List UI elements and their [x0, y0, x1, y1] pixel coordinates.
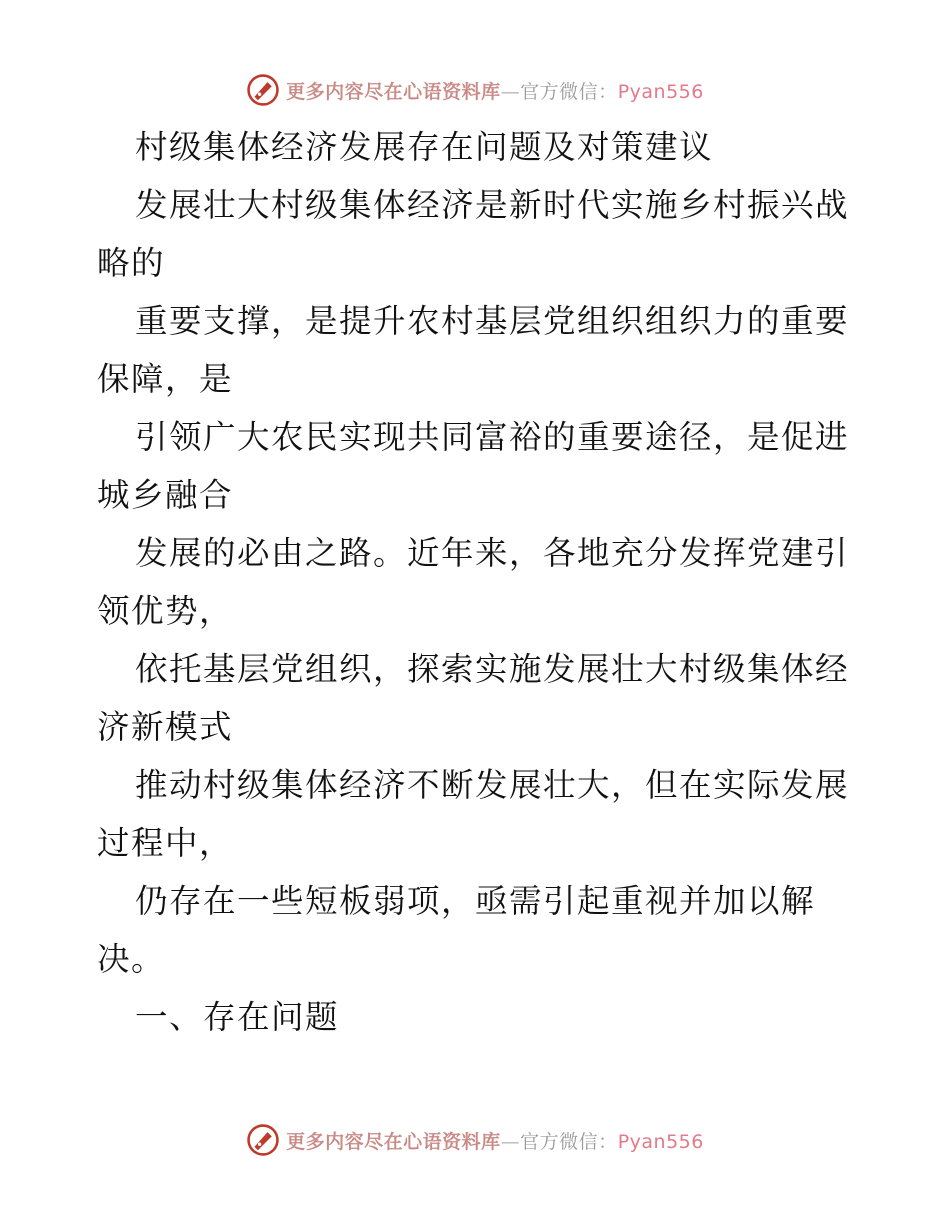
banner-separator: — — [500, 1130, 521, 1153]
header-banner — [0, 70, 950, 110]
banner-main-text: 更多内容尽在心语资料库 — [286, 1130, 501, 1153]
paragraph-line: 仍存在一些短板弱项，亟需引起重视并加以解 — [135, 882, 816, 920]
section-heading: 一、存在问题 — [135, 998, 340, 1036]
document-title: 村级集体经济发展存在问题及对策建议 — [135, 128, 714, 166]
banner-wechat-label: 官方微信： — [520, 80, 618, 103]
banner-wechat-id: Pyan556 — [617, 80, 704, 103]
banner-text — [286, 77, 704, 104]
pen-nib-logo-icon — [246, 1123, 280, 1157]
banner-wechat-id: Pyan556 — [617, 1130, 704, 1153]
paragraph-line: 依托基层党组织，探索实施发展壮大村级集体经 — [135, 650, 850, 688]
pen-nib-logo-icon — [246, 73, 280, 107]
banner-text — [286, 1127, 704, 1154]
banner-wechat-label: 官方微信： — [520, 1130, 618, 1153]
paragraph-line: 济新模式 — [97, 708, 234, 746]
paragraph-line: 领优势， — [97, 592, 234, 630]
document-body — [97, 118, 857, 1046]
banner-separator: — — [500, 80, 521, 103]
paragraph-line: 保障，是 — [97, 360, 234, 398]
paragraph-line: 发展的必由之路。近年来，各地充分发挥党建引 — [135, 534, 850, 572]
paragraph-line: 决。 — [97, 940, 166, 978]
paragraph-line: 引领广大农民实现共同富裕的重要途径，是促进 — [135, 418, 850, 456]
banner-main-text: 更多内容尽在心语资料库 — [286, 80, 501, 103]
paragraph-line: 城乡融合 — [97, 476, 234, 514]
paragraph-line: 过程中， — [97, 824, 234, 862]
paragraph-line: 略的 — [97, 244, 166, 282]
paragraph-line: 发展壮大村级集体经济是新时代实施乡村振兴战 — [135, 186, 850, 224]
paragraph-line: 重要支撑，是提升农村基层党组织组织力的重要 — [135, 302, 850, 340]
footer-banner — [0, 1120, 950, 1160]
paragraph-line: 推动村级集体经济不断发展壮大，但在实际发展 — [135, 766, 850, 804]
